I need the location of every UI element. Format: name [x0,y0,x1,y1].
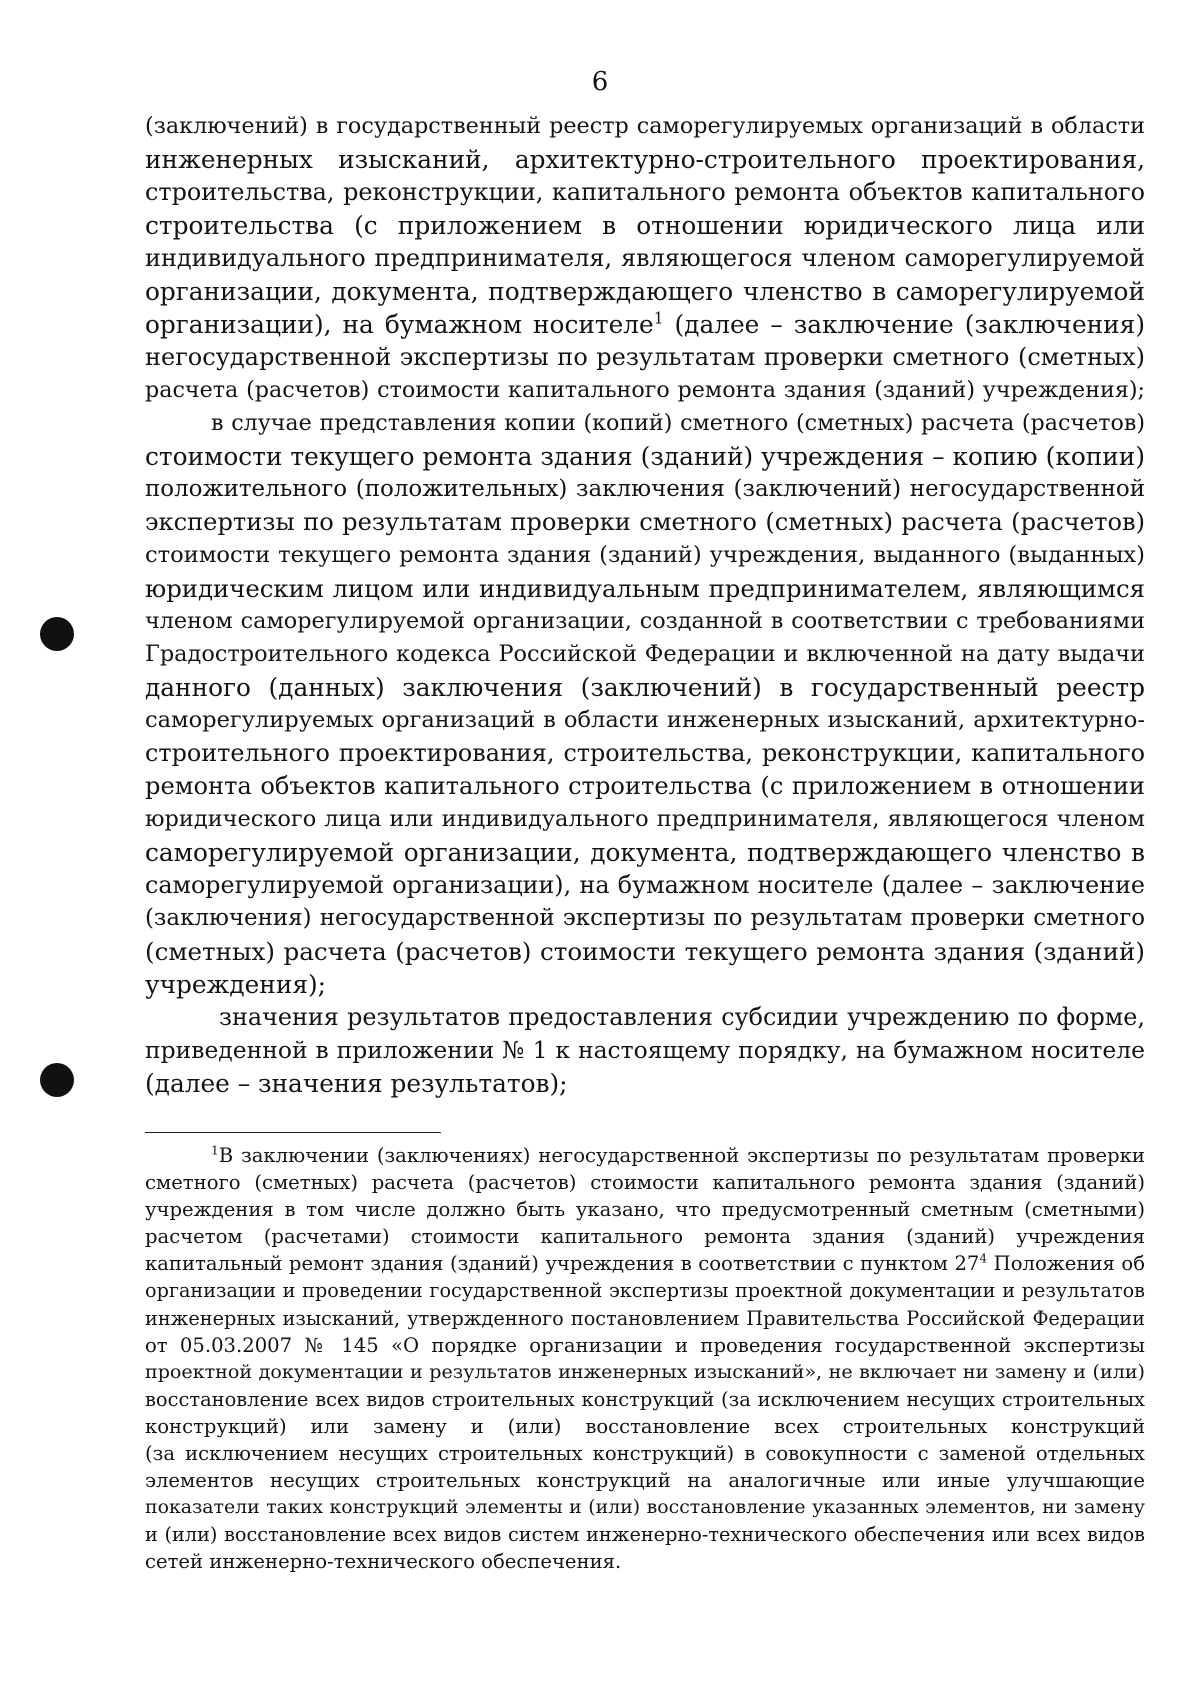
line-text: сетей инженерно-технического обеспечения. [145,1550,622,1574]
line-text: юридическим лицом или индивидуальным предпринимателем, являющимся [145,574,1145,603]
body-line [145,440,1145,473]
line-text: учреждения в том числе должно быть указано, что предусмотренный сметным (сметными) [145,1198,1145,1222]
footnote-line [145,1223,1145,1250]
line-text: членом саморегулируемой организации, созданной в соответствии с требованиями [145,608,1145,634]
body-line [145,473,1145,506]
body-line [145,770,1145,803]
line-text: индивидуального предпринимателя, являющегося членом саморегулируемой [145,244,1145,272]
footnote-line [145,1250,1145,1277]
line-text: показатели таких конструкций элементы и (или) восстановление указанных элементов, ни замену [145,1496,1145,1519]
line-text: ремонта объектов капитального строительства (с приложением в отношении [145,772,1145,800]
body-line [145,869,1145,902]
footnote-line [145,1305,1145,1332]
line-text: стоимости текущего ремонта здания (зданий) учреждения – копию (копии) [145,442,1145,471]
line-text-continued: Положения об [987,1252,1145,1276]
line-text: инженерных изысканий, утвержденного постановлением Правительства Российской Федерации [145,1306,1145,1330]
line-text: юридического лица или индивидуального предпринимателя, являющегося членом [145,806,1145,832]
line-text: (за исключением несущих строительных конструкций) в совокупности с заменой отдельных [145,1442,1145,1466]
body-line [145,110,1145,143]
line-text: восстановление всех видов строительных конструкций (за исключением несущих строительных [145,1387,1145,1411]
footnote-line [145,1521,1145,1548]
footnote-line [145,1386,1145,1413]
line-text: саморегулируемой организации, документа, подтверждающего членство в [145,838,1145,867]
footnote-line [145,1277,1145,1304]
footnote-line [145,1359,1145,1386]
line-text: расчета (расчетов) стоимости капитального ремонта здания (зданий) учреждения); [145,377,1145,403]
line-text: строительства, реконструкции, капитального ремонта объектов капитального [145,178,1145,206]
line-text: сметного (сметных) расчета (расчетов) стоимости капитального ремонта здания (зданий) [145,1171,1145,1195]
line-text: негосударственной экспертизы по результатам проверки сметного (сметных) [145,343,1145,371]
line-text: данного (данных) заключения (заключений) в государственный реестр [145,673,1145,702]
footnote-separator [145,1132,441,1133]
line-text: учреждения); [145,970,327,999]
line-text: значения результатов предоставления субсидии учреждению по форме, [219,1003,1145,1031]
line-text: элементов несущих строительных конструкций на аналогичные или иные улучшающие [145,1469,1145,1493]
line-text: организации), на бумажном носителе [145,310,654,339]
line-text: инженерных изысканий, архитектурно-строительного проектирования, [145,145,1145,174]
document-body [145,110,1145,1100]
body-line [145,704,1145,737]
line-text: конструкций) или замену и (или) восстановление всех строительных конструкций [145,1414,1145,1438]
binder-hole-bottom [40,1063,74,1097]
line-text: от 05.03.2007 № 145 «О порядке организации и проведения государственной экспертизы [145,1333,1145,1357]
footnote [145,1142,1145,1576]
line-text: организации, документа, подтверждающего членство в саморегулируемой [145,277,1145,306]
binder-hole-top [40,617,74,651]
line-text: В заключении (заключениях) негосударственной экспертизы по результатам проверки [218,1144,1145,1167]
line-text: положительного (положительных) заключения (заключений) негосударственной [145,476,1145,502]
body-line [145,803,1145,836]
body-line [145,209,1145,242]
line-text: в случае представления копии (копий) сметного (сметных) расчета (расчетов) [211,410,1145,436]
footnote-line [145,1413,1145,1440]
footnote-line [145,1494,1145,1521]
line-text: Градостроительного кодекса Российской Федерации и включенной на дату выдачи [145,641,1145,667]
body-line [145,902,1145,935]
body-line [145,308,1145,341]
body-line [145,572,1145,605]
body-line [145,968,1145,1001]
footnote-line [145,1440,1145,1467]
line-text: проектной документации и результатов инженерных изысканий», не включает ни замену и (или) [145,1360,1145,1383]
line-text-continued: (далее – заключение (заключения) [663,310,1145,339]
body-line [145,341,1145,374]
footnote-marker: 1 [211,1143,219,1158]
body-line [145,407,1145,440]
body-line [145,374,1145,407]
body-line [145,242,1145,275]
line-text: (сметных) расчета (расчетов) стоимости текущего ремонта здания (зданий) [145,937,1145,966]
line-text: капитальный ремонт здания (зданий) учреждения в соответствии с пунктом 27 [145,1252,980,1276]
body-line [145,638,1145,671]
body-line [145,1001,1145,1034]
body-line [145,935,1145,968]
body-line [145,1067,1145,1100]
line-text: саморегулируемых организаций в области инженерных изысканий, архитектурно- [145,707,1145,733]
body-line [145,539,1145,572]
footnote-line [145,1196,1145,1223]
line-text: строительства (с приложением в отношении юридического лица или [145,211,1145,240]
line-text: (далее – значения результатов); [145,1069,568,1098]
line-text: строительного проектирования, строительства, реконструкции, капитального [145,739,1145,767]
footnote-line [145,1548,1145,1575]
body-line [145,836,1145,869]
body-line [145,605,1145,638]
line-text: и (или) восстановление всех видов систем инженерно-технического обеспечения или всех видов [145,1523,1145,1547]
body-line [145,1034,1145,1067]
superscript-reference: 4 [979,1251,988,1266]
footnote-line [145,1169,1145,1196]
line-text: саморегулируемой организации), на бумажном носителе (далее – заключение [145,871,1145,899]
body-line [145,143,1145,176]
body-line [145,176,1145,209]
line-text: приведенной в приложении № 1 к настоящему порядку, на бумажном носителе [145,1036,1145,1064]
footnote-line [145,1467,1145,1494]
line-text: организации и проведении государственной экспертизы проектной документации и результатов [145,1279,1145,1303]
line-text: (заключений) в государственный реестр саморегулируемых организаций в области [145,113,1145,139]
body-line [145,671,1145,704]
page-number: 6 [591,67,609,97]
line-text: экспертизы по результатам проверки сметного (сметных) расчета (расчетов) [145,508,1145,536]
body-line [145,737,1145,770]
body-line [145,506,1145,539]
line-text: стоимости текущего ремонта здания (зданий) учреждения, выданного (выданных) [145,542,1145,568]
line-text: (заключения) негосударственной экспертизы по результатам проверки сметного [145,905,1145,931]
line-text: расчетом (расчетами) стоимости капитального ремонта здания (зданий) учреждения [145,1225,1145,1249]
footnote-line [145,1332,1145,1359]
superscript-reference: 1 [653,309,664,328]
body-line [145,275,1145,308]
footnote-line [145,1142,1145,1169]
